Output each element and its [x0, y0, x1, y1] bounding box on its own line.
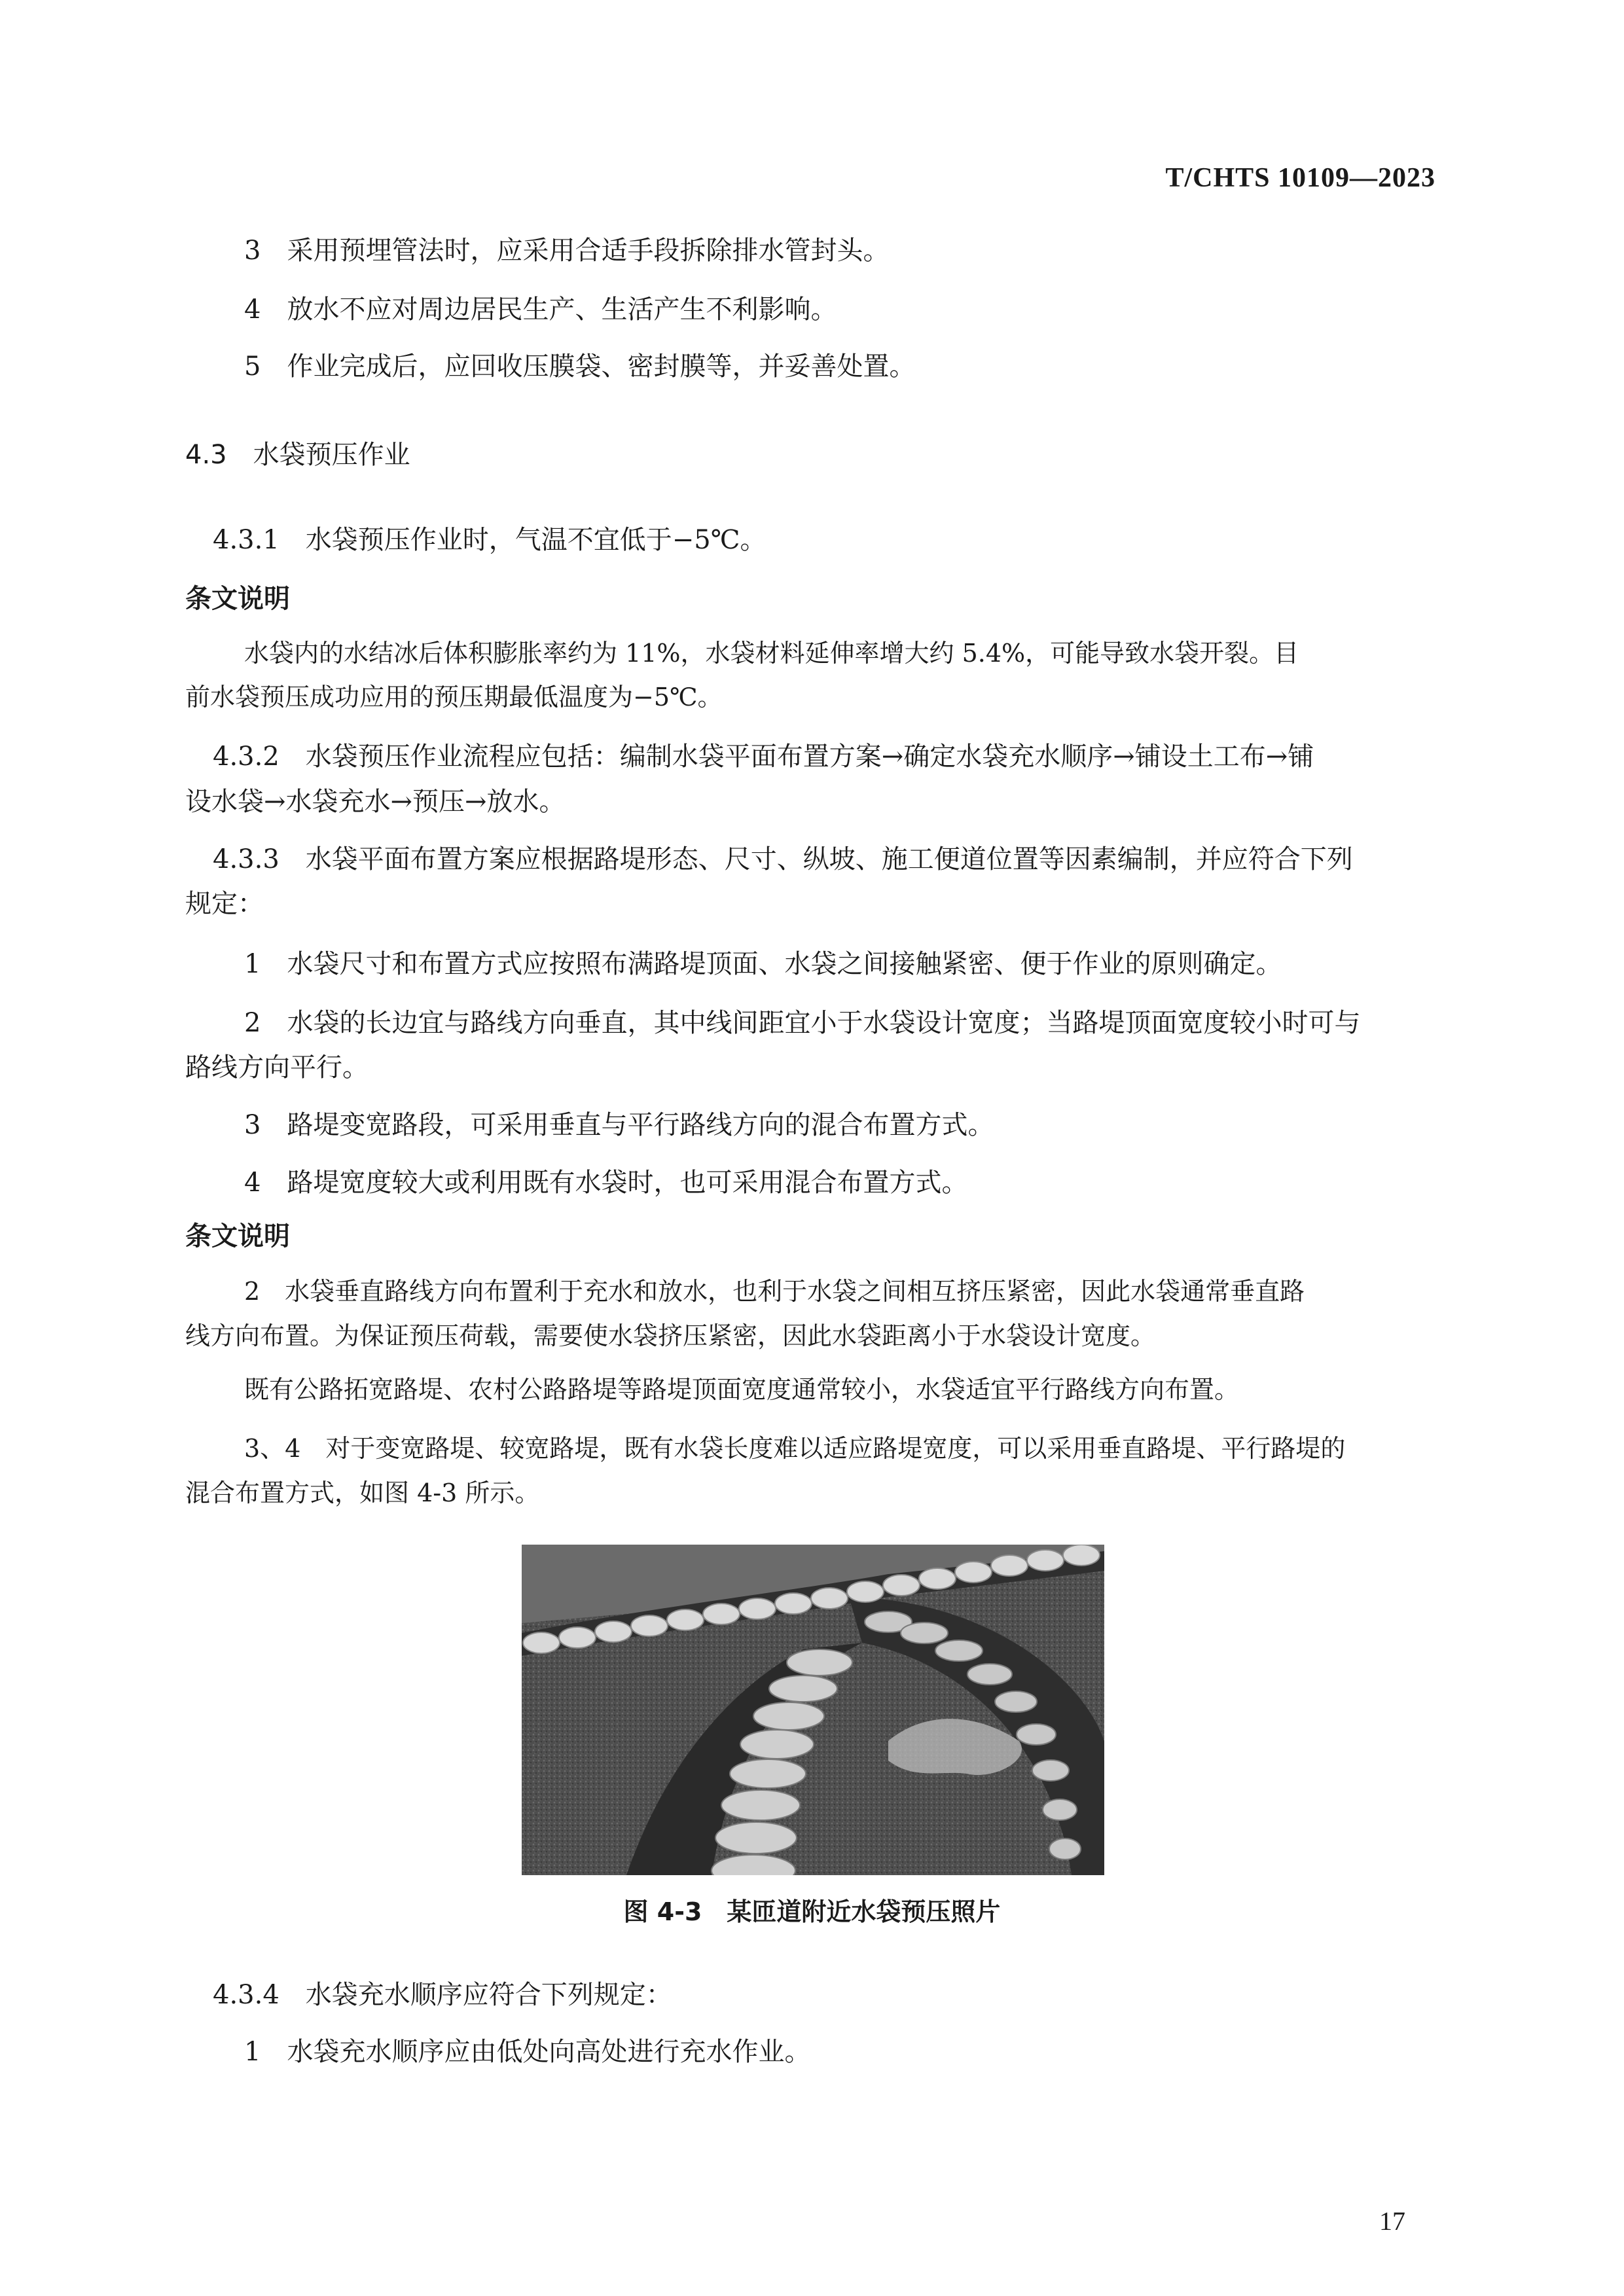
clause-4-3-3-cont: 规定：	[185, 889, 264, 919]
commentary-text: 线方向布置。为保证预压荷载，需要使水袋挤压紧密，因此水袋距离小于水袋设计宽度。	[185, 1321, 1156, 1350]
clause-4-3-4: 4.3.4 水袋充水顺序应符合下列规定：	[213, 1980, 672, 2010]
clause-4-2-item-5: 5 作业完成后，应回收压膜袋、密封膜等，并妥善处置。	[244, 351, 916, 382]
commentary-heading: 条文说明	[185, 1221, 290, 1251]
clause-4-2-item-4: 4 放水不应对周边居民生产、生活产生不利影响。	[244, 295, 837, 325]
clause-4-3-2-cont: 设水袋→水袋充水→预压→放水。	[185, 787, 566, 817]
clause-4-3-3-item-1: 1 水袋尺寸和布置方式应按照布满路堤顶面、水袋之间接触紧密、便于作业的原则确定。	[244, 949, 1282, 979]
clause-4-3-4-item-1: 1 水袋充水顺序应由低处向高处进行充水作业。	[244, 2037, 811, 2067]
commentary-text: 3、4 对于变宽路堤、较宽路堤，既有水袋长度难以适应路堤宽度，可以采用垂直路堤、平行路堤的	[244, 1434, 1346, 1463]
clause-4-3-3-item-2-cont: 路线方向平行。	[185, 1052, 369, 1083]
figure-4-3-photo	[522, 1545, 1104, 1875]
commentary-text: 既有公路拓宽路堤、农村公路路堤等路堤顶面宽度通常较小，水袋适宜平行路线方向布置。	[244, 1375, 1240, 1404]
clause-4-3-3-item-3: 3 路堤变宽路段，可采用垂直与平行路线方向的混合布置方式。	[244, 1110, 994, 1140]
commentary-text: 水袋内的水结冰后体积膨胀率约为 11%，水袋材料延伸率增大约 5.4%，可能导致水袋开裂。目	[244, 639, 1299, 668]
commentary-text: 前水袋预压成功应用的预压期最低温度为−5℃。	[185, 683, 723, 711]
commentary-heading: 条文说明	[185, 584, 290, 614]
clause-4-3-3-item-4: 4 路堤宽度较大或利用既有水袋时，也可采用混合布置方式。	[244, 1168, 968, 1198]
clause-4-2-item-3: 3 采用预埋管法时，应采用合适手段拆除排水管封头。	[244, 236, 890, 266]
clause-4-3-2: 4.3.2 水袋预压作业流程应包括：编制水袋平面布置方案→确定水袋充水顺序→铺设土工布→铺	[213, 742, 1314, 772]
water-bag-photo-illustration	[522, 1545, 1104, 1875]
clause-4-3-1: 4.3.1 水袋预压作业时，气温不宜低于−5℃。	[213, 525, 767, 555]
standard-number: T/CHTS 10109—2023	[1165, 163, 1435, 193]
section-heading-4-3: 4.3 水袋预压作业	[185, 440, 410, 470]
clause-4-3-3: 4.3.3 水袋平面布置方案应根据路堤形态、尺寸、纵坡、施工便道位置等因素编制，并应符合下列	[213, 844, 1353, 874]
clause-4-3-3-item-2: 2 水袋的长边宜与路线方向垂直，其中线间距宜小于水袋设计宽度；当路堤顶面宽度较小时可与	[244, 1008, 1361, 1038]
commentary-text: 2 水袋垂直路线方向布置利于充水和放水，也利于水袋之间相互挤压紧密，因此水袋通常垂直路	[244, 1277, 1305, 1306]
page-number: 17	[1379, 2206, 1405, 2236]
commentary-text: 混合布置方式，如图 4-3 所示。	[185, 1479, 540, 1507]
figure-caption: 图 4-3 某匝道附近水袋预压照片	[623, 1897, 1001, 1926]
